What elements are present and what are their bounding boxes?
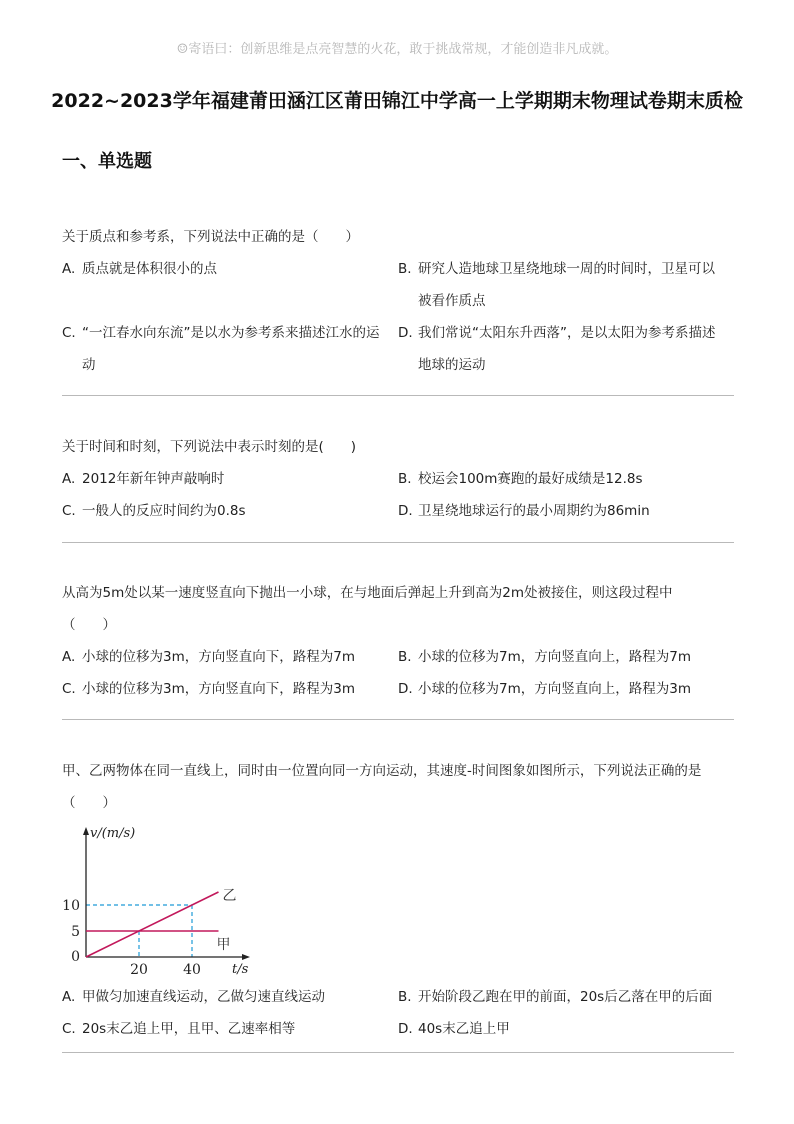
option-a[interactable] [62, 463, 398, 495]
option-c[interactable] [62, 1013, 398, 1045]
option-key: A. [62, 989, 76, 1005]
option-text: 2012年新年钟声敲响时 [82, 471, 225, 487]
option-key: C. [62, 681, 76, 697]
option-b[interactable] [398, 253, 734, 317]
question-divider [62, 542, 734, 543]
option-b[interactable] [398, 463, 734, 495]
question-4-options [62, 981, 734, 1045]
option-c[interactable] [62, 673, 398, 705]
velocity-time-graph [62, 821, 262, 981]
option-text: 研究人造地球卫星绕地球一周的时间时，卫星可以被看作质点 [418, 261, 715, 309]
series-label-yi: 乙 [222, 888, 237, 904]
question-3 [62, 577, 734, 705]
option-d[interactable] [398, 495, 734, 527]
option-b[interactable] [398, 641, 734, 673]
question-2 [62, 431, 734, 527]
y-axis-label: v/(m/s) [90, 826, 136, 841]
section-heading: 一、单选题 [62, 151, 152, 172]
option-key: C. [62, 503, 76, 519]
option-text: 一般人的反应时间约为0.8s [82, 503, 246, 519]
question-4-paren: （ ） [62, 795, 116, 811]
option-a[interactable] [62, 253, 398, 317]
question-4-stem: 甲、乙两物体在同一直线上，同时由一位置向同一方向运动，其速度-时间图象如图所示，下列说法正确的是 [62, 763, 702, 779]
option-text: “一江春水向东流”是以水为参考系来描述江水的运动 [82, 325, 380, 373]
option-text: 校运会100m赛跑的最好成绩是12.8s [418, 471, 643, 487]
option-key: B. [398, 989, 412, 1005]
y-tick-label: 10 [62, 898, 80, 914]
option-key: C. [62, 325, 76, 341]
option-key: B. [398, 261, 412, 277]
option-key: A. [62, 471, 76, 487]
option-c[interactable] [62, 317, 398, 381]
option-text: 开始阶段乙跑在甲的前面，20s后乙落在甲的后面 [418, 989, 713, 1005]
option-d[interactable] [398, 673, 734, 705]
option-a[interactable] [62, 641, 398, 673]
option-text: 小球的位移为7m，方向竖直向上，路程为3m [418, 681, 691, 697]
series-label-jia: 甲 [216, 937, 231, 953]
option-text: 小球的位移为3m，方向竖直向下，路程为3m [82, 681, 355, 697]
y-axis-arrow [83, 827, 89, 835]
origin-label: 0 [71, 949, 80, 965]
option-text: 我们常说“太阳东升西落”，是以太阳为参考系描述地球的运动 [418, 325, 716, 373]
document-title: 2022~2023学年福建莆田涵江区莆田锦江中学高一上学期期末物理试卷期末质检 [51, 90, 743, 112]
option-key: B. [398, 471, 412, 487]
x-axis-label: t/s [232, 962, 249, 977]
option-key: D. [398, 681, 413, 697]
series-line-1 [86, 892, 219, 957]
option-key: C. [62, 1021, 76, 1037]
question-divider [62, 1052, 734, 1053]
question-3-stem: 从高为5m处以某一速度竖直向下抛出一小球，在与地面后弹起上升到高为2m处被接住，则这段过程中 [62, 585, 673, 601]
option-d[interactable] [398, 1013, 734, 1045]
option-text: 小球的位移为3m，方向竖直向下，路程为7m [82, 649, 355, 665]
option-text: 20s末乙追上甲，且甲、乙速率相等 [82, 1021, 296, 1037]
option-c[interactable] [62, 495, 398, 527]
x-tick-label: 40 [183, 962, 201, 978]
question-3-paren: （ ） [62, 617, 116, 633]
x-axis-arrow [242, 954, 250, 960]
option-a[interactable] [62, 981, 398, 1013]
question-divider [62, 395, 734, 396]
option-b[interactable] [398, 981, 734, 1013]
x-tick-label: 20 [130, 962, 148, 978]
question-4 [62, 755, 734, 1045]
option-key: D. [398, 325, 413, 341]
option-text: 卫星绕地球运行的最小周期约为86min [418, 503, 650, 519]
option-key: A. [62, 649, 76, 665]
question-1 [62, 221, 734, 381]
motto-banner: ☺寄语曰：创新思维是点亮智慧的火花，敢于挑战常规，才能创造非凡成就。 [176, 42, 618, 57]
question-1-options [62, 253, 734, 381]
option-text: 质点就是体积很小的点 [82, 261, 217, 277]
option-key: A. [62, 261, 76, 277]
question-2-stem: 关于时间和时刻，下列说法中表示时刻的是( ) [62, 439, 357, 455]
option-text: 甲做匀加速直线运动，乙做匀速直线运动 [82, 989, 325, 1005]
option-key: D. [398, 1021, 413, 1037]
question-divider [62, 719, 734, 720]
option-key: B. [398, 649, 412, 665]
question-1-stem: 关于质点和参考系，下列说法中正确的是（ ） [62, 229, 359, 245]
option-text: 40s末乙追上甲 [418, 1021, 510, 1037]
option-key: D. [398, 503, 413, 519]
question-2-options [62, 463, 734, 527]
option-d[interactable] [398, 317, 734, 381]
question-3-options [62, 641, 734, 705]
option-text: 小球的位移为7m，方向竖直向上，路程为7m [418, 649, 691, 665]
y-tick-label: 5 [71, 924, 80, 940]
